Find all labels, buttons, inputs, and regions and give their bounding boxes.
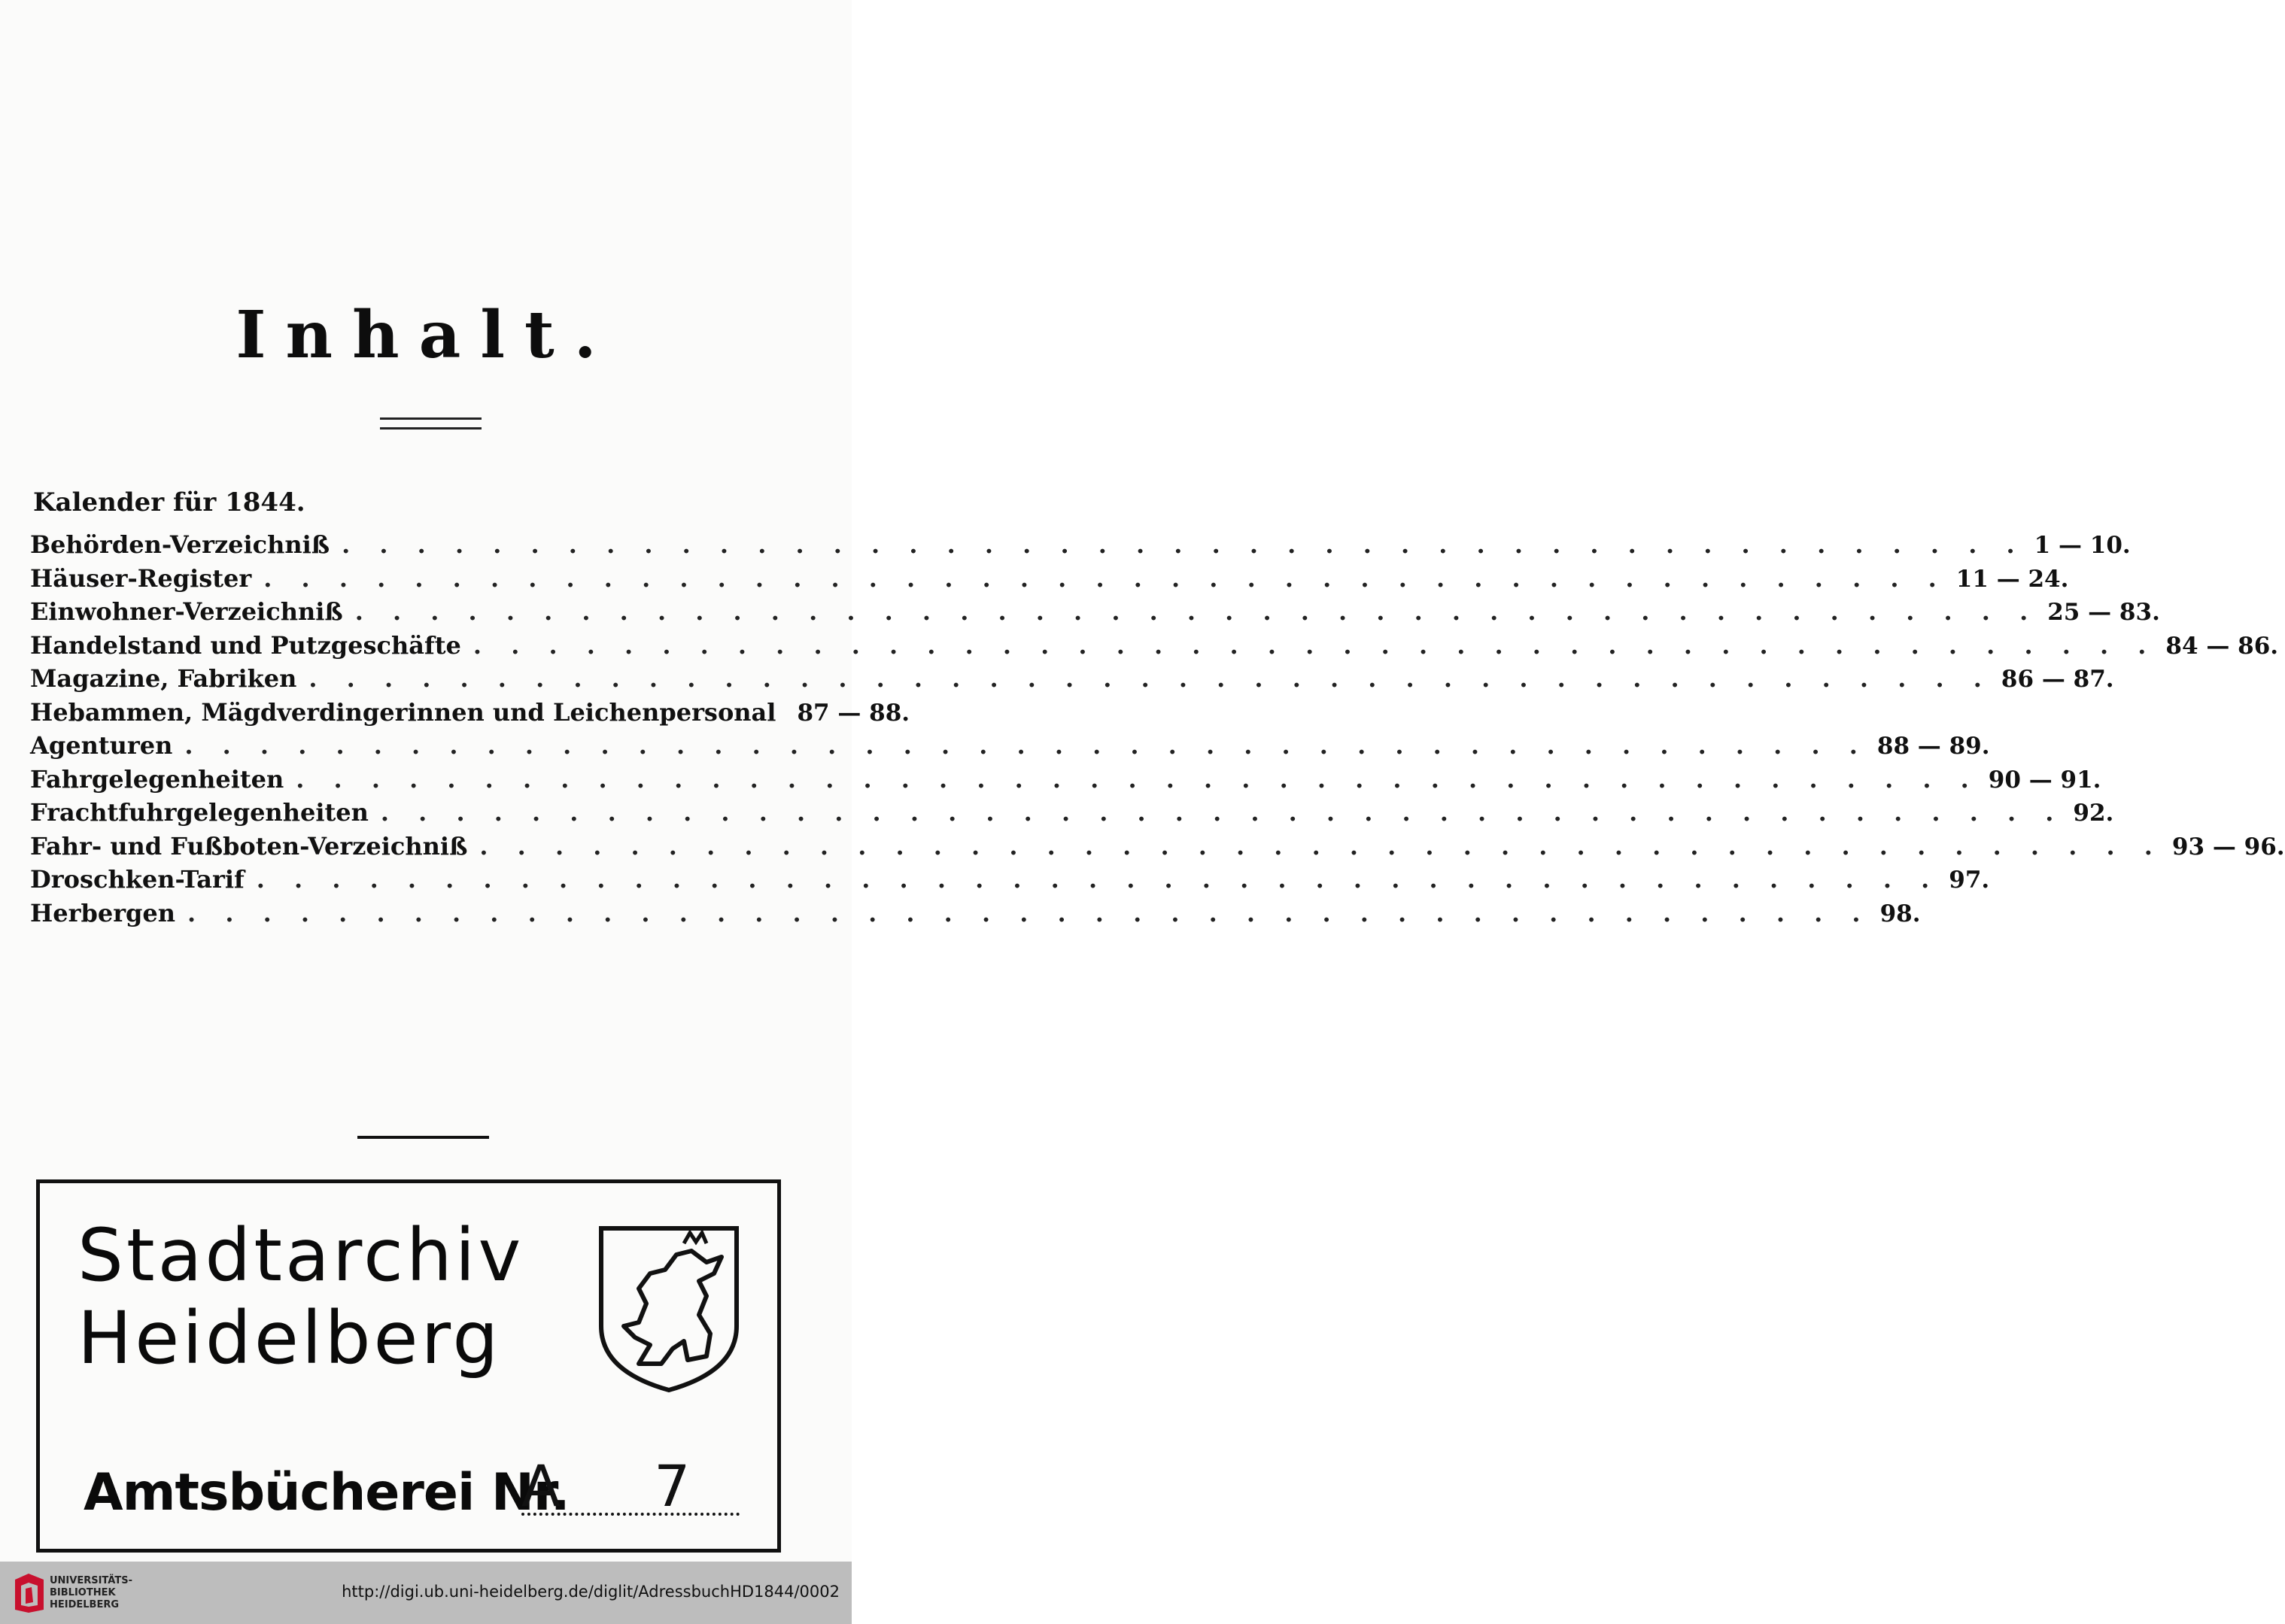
toc-pages: 86 — 87. — [2001, 666, 2114, 693]
title-underline — [380, 417, 482, 430]
divider — [357, 1136, 489, 1139]
toc-pages: 97. — [1949, 867, 1990, 894]
toc-row — [30, 664, 2114, 698]
toc-pages: 88 — 89. — [1876, 733, 1990, 760]
toc-leader-dots — [263, 564, 1947, 593]
toc-row — [30, 697, 910, 732]
toc-leader-dots — [381, 798, 2065, 827]
toc-leader-dots — [296, 765, 1980, 794]
toc-leader-dots — [257, 865, 1940, 894]
stamp-handwritten-number: A 7 — [521, 1452, 740, 1516]
stamp-line-3: Amtsbücherei Nr. — [84, 1463, 570, 1522]
toc-row — [30, 530, 2131, 564]
toc-label: Häuser-Register — [30, 563, 252, 593]
toc-label: Einwohner-Verzeichniß — [30, 597, 343, 626]
toc-label: Fahrgelegenheiten — [30, 764, 284, 794]
toc-leader-dots — [187, 899, 1871, 927]
archive-stamp — [36, 1179, 781, 1553]
logo-line: UNIVERSITÄTS- — [50, 1575, 132, 1586]
toc-leader-dots — [479, 832, 2163, 861]
page-title: Inhalt. — [235, 297, 616, 373]
toc-leader-dots — [342, 530, 2025, 559]
toc-row — [30, 630, 2279, 665]
toc-label: Droschken-Tarif — [30, 865, 245, 894]
toc-pages: 90 — 91. — [1988, 766, 2101, 794]
source-url-link[interactable]: http://digi.ub.uni-heidelberg.de/diglit/AdressbuchHD1844/0002 — [342, 1583, 840, 1601]
toc-row — [30, 865, 1990, 899]
toc-row — [30, 597, 2160, 631]
toc-label: Herbergen — [30, 898, 176, 927]
toc-label: Frachtfuhrgelegenheiten — [30, 798, 369, 827]
toc-row — [30, 898, 1921, 933]
toc-pages: 11 — 24. — [1955, 565, 2069, 593]
toc-pages: 92. — [2073, 800, 2114, 827]
toc-leader-dots — [473, 631, 2157, 660]
toc-label: Behörden-Verzeichniß — [30, 530, 330, 559]
stamp-line-2: Heidelberg — [77, 1296, 502, 1380]
viewer-footer — [0, 1562, 852, 1624]
toc-row — [30, 831, 2285, 866]
toc-label: Hebammen, Mägdverdingerinnen und Leichenpersonal — [30, 697, 776, 727]
logo-line: BIBLIOTHEK — [50, 1587, 116, 1598]
toc-row — [30, 798, 2114, 832]
library-logo-icon — [11, 1572, 48, 1614]
toc-row — [30, 563, 2069, 598]
toc-label: Handelstand und Putzgeschäfte — [30, 630, 461, 660]
toc-leader-dots — [308, 664, 1992, 693]
toc-pages: 1 — 10. — [2034, 532, 2131, 559]
toc-pages: 25 — 83. — [2047, 599, 2160, 626]
toc-pages: 87 — 88. — [797, 699, 910, 727]
toc-header: Kalender für 1844. — [33, 487, 305, 518]
toc-label: Fahr- und Fußboten-Verzeichniß — [30, 831, 468, 861]
stamp-line-1: Stadtarchiv — [77, 1213, 524, 1298]
library-logo-text — [50, 1575, 132, 1611]
toc-label: Magazine, Fabriken — [30, 664, 297, 693]
logo-line: HEIDELBERG — [50, 1599, 120, 1610]
toc-pages: 93 — 96. — [2171, 833, 2285, 861]
lion-crest-icon — [594, 1221, 744, 1394]
toc-row — [30, 764, 2101, 799]
toc-pages: 98. — [1879, 900, 1921, 927]
toc-leader-dots — [184, 731, 1868, 760]
toc-pages: 84 — 86. — [2165, 632, 2279, 660]
toc-row — [30, 731, 1990, 765]
toc-leader-dots — [355, 597, 2039, 626]
toc-label: Agenturen — [30, 731, 173, 760]
table-of-contents — [30, 530, 2285, 932]
